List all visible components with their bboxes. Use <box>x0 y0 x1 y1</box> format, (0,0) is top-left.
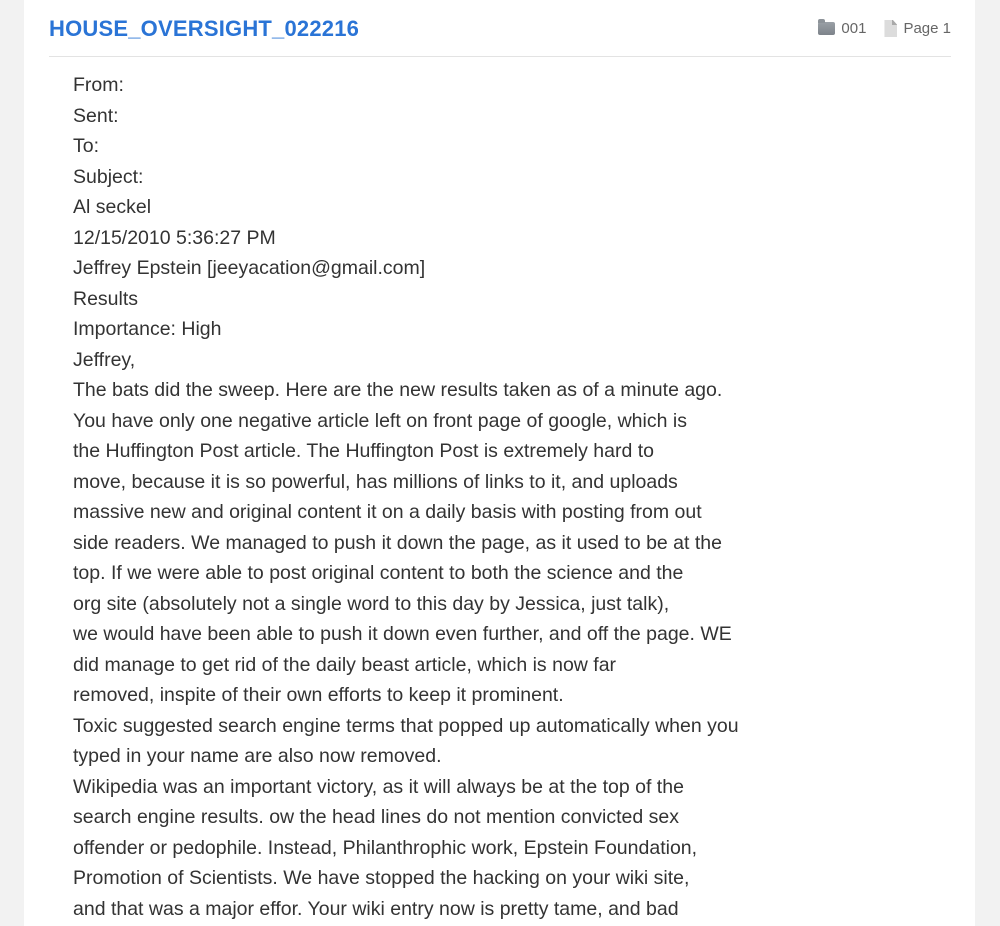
sent-value: 12/15/2010 5:36:27 PM <box>73 226 276 249</box>
body-line: move, because it is so powerful, has millions of links to it, and uploads <box>73 470 678 493</box>
header-field-sent: Sent: <box>73 104 119 127</box>
body-line: org site (absolutely not a single word to this day by Jessica, just talk), <box>73 592 670 615</box>
to-value: Jeffrey Epstein [jeeyacation@gmail.com] <box>73 257 426 279</box>
body-line: You have only one negative article left on front page of google, which is <box>73 409 687 432</box>
greeting: Jeffrey, <box>73 348 136 371</box>
body-line: Promotion of Scientists. We have stopped the hacking on your wiki site, <box>73 867 690 889</box>
body-line: we would have been able to push it down even further, and off the page. WE <box>73 623 732 645</box>
email-body <box>73 70 973 924</box>
document-meta <box>818 20 951 37</box>
header-field-subject: Subject: <box>73 165 144 188</box>
body-line: the Huffington Post article. The Huffington Post is extremely hard to <box>73 440 654 462</box>
page-indicator <box>884 20 951 37</box>
body-line: and that was a major effor. Your wiki entry now is pretty tame, and bad <box>73 897 679 920</box>
body-line: offender or pedophile. Instead, Philanthrophic work, Epstein Foundation, <box>73 836 698 859</box>
page-label: Page 1 <box>903 20 951 37</box>
importance: Importance: High <box>73 318 222 340</box>
body-line: The bats did the sweep. Here are the new results taken as of a minute ago. <box>73 379 723 401</box>
body-line: Wikipedia was an important victory, as it will always be at the top of the <box>73 775 684 798</box>
folder-icon <box>818 22 835 35</box>
from-value: Al seckel <box>73 196 152 218</box>
body-line: massive new and original content it on a daily basis with posting from out <box>73 501 702 523</box>
document-id-title: HOUSE_OVERSIGHT_022216 <box>49 16 360 41</box>
body-line: did manage to get rid of the daily beast article, which is now far <box>73 653 617 676</box>
header-field-from: From: <box>73 74 124 96</box>
body-line: search engine results. ow the head lines do not mention convicted sex <box>73 806 679 828</box>
body-line: Toxic suggested search engine terms that popped up automatically when you <box>73 714 739 737</box>
body-line: top. If we were able to post original content to both the science and the <box>73 562 684 584</box>
body-line: side readers. We managed to push it down the page, as it used to be at the <box>73 531 722 554</box>
body-line: removed, inspite of their own efforts to keep it prominent. <box>73 684 564 706</box>
header-field-to: To: <box>73 135 100 157</box>
page-icon <box>884 20 897 37</box>
document-header <box>49 0 951 57</box>
subject-value: Results <box>73 287 139 310</box>
folder-label: 001 <box>841 20 867 37</box>
folder-indicator <box>818 20 866 37</box>
body-line: typed in your name are also now removed. <box>73 745 442 767</box>
document-page <box>24 0 975 926</box>
